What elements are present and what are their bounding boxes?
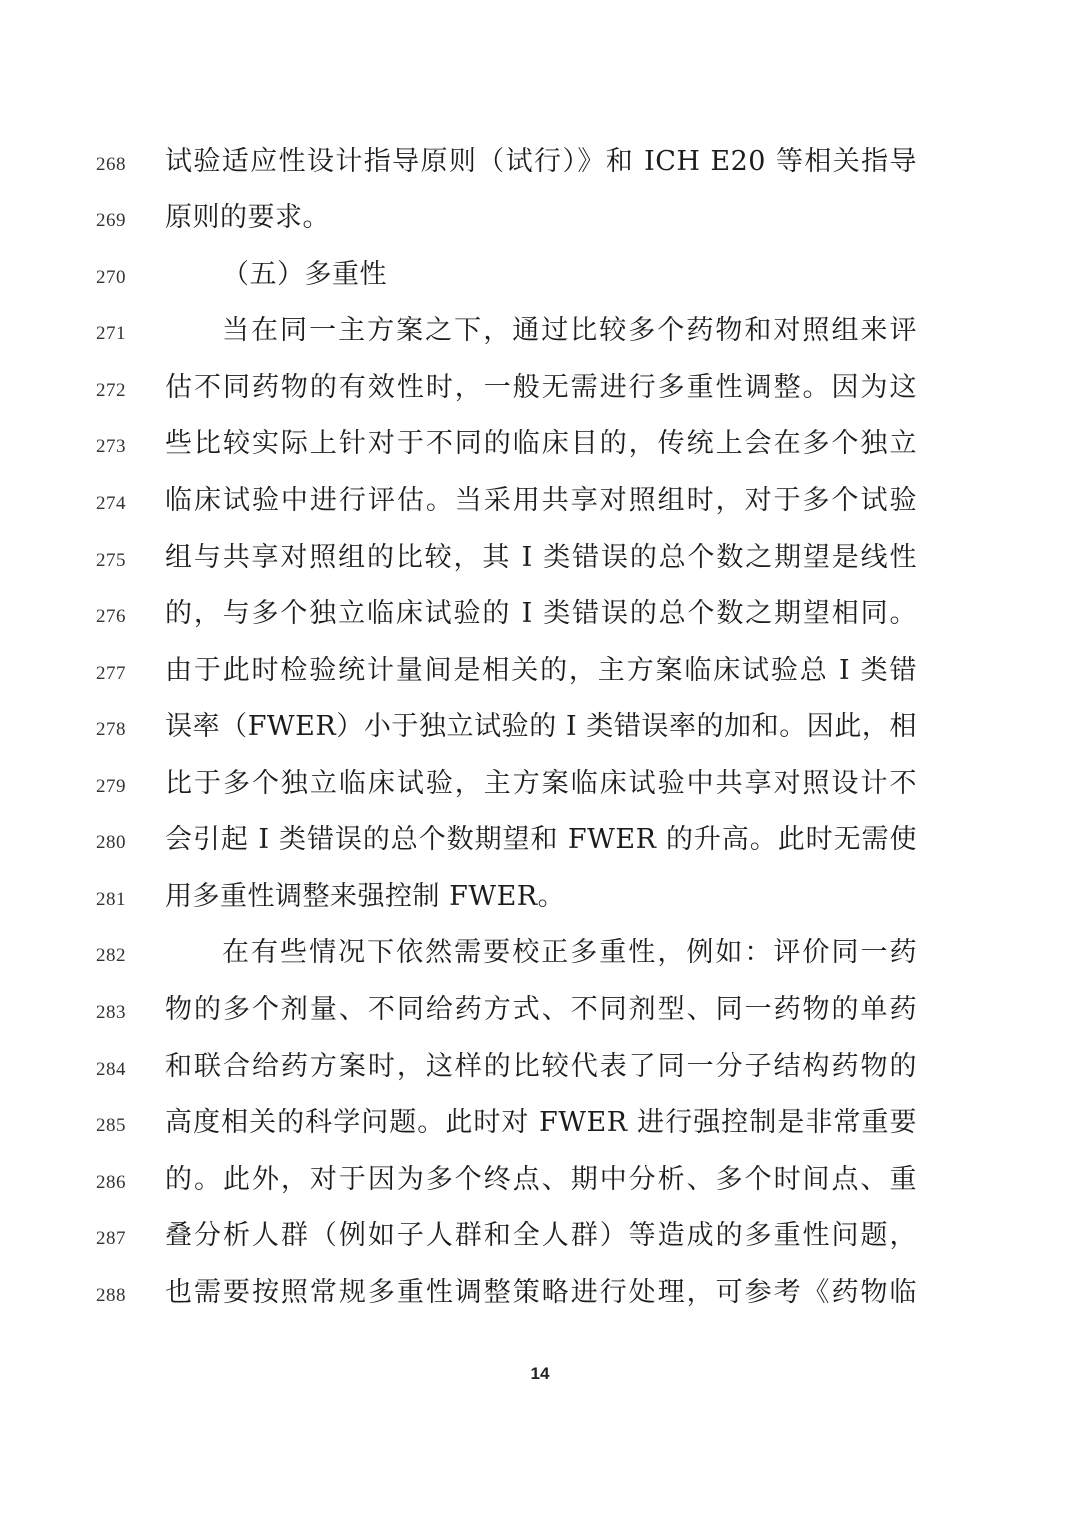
text-line bbox=[0, 1101, 1080, 1157]
line-number: 281 bbox=[96, 889, 126, 910]
line-number: 270 bbox=[96, 267, 126, 288]
line-text: 物的多个剂量、不同给药方式、不同剂型、同一药物的单药 bbox=[165, 994, 917, 1025]
line-number: 283 bbox=[96, 1002, 126, 1023]
line-number: 272 bbox=[96, 380, 126, 401]
text-line bbox=[0, 875, 1080, 931]
text-line bbox=[0, 988, 1080, 1044]
line-number: 282 bbox=[96, 945, 126, 966]
line-text: 和联合给药方案时，这样的比较代表了同一分子结构药物的 bbox=[165, 1051, 917, 1082]
section-heading: （五）多重性 bbox=[222, 259, 387, 290]
line-text: 的。此外，对于因为多个终点、期中分析、多个时间点、重 bbox=[165, 1164, 917, 1195]
line-text: 组与共享对照组的比较，其 I 类错误的总个数之期望是线性 bbox=[165, 542, 917, 573]
line-number: 279 bbox=[96, 776, 126, 797]
line-text: 些比较实际上针对于不同的临床目的，传统上会在多个独立 bbox=[165, 428, 917, 459]
line-text: 试验适应性设计指导原则（试行）》和 ICH E20 等相关指导 bbox=[165, 146, 917, 177]
line-text: 临床试验中进行评估。当采用共享对照组时，对于多个试验 bbox=[165, 485, 917, 516]
text-line bbox=[0, 931, 1080, 987]
line-text: 比于多个独立临床试验，主方案临床试验中共享对照设计不 bbox=[165, 768, 917, 799]
line-number: 284 bbox=[96, 1059, 126, 1080]
line-text: 在有些情况下依然需要校正多重性，例如：评价同一药 bbox=[222, 937, 917, 968]
section-heading-line bbox=[0, 253, 1080, 309]
line-number: 277 bbox=[96, 663, 126, 684]
text-line bbox=[0, 705, 1080, 761]
text-line bbox=[0, 536, 1080, 592]
line-number: 285 bbox=[96, 1115, 126, 1136]
line-number: 268 bbox=[96, 154, 126, 175]
line-number: 287 bbox=[96, 1228, 126, 1249]
text-line bbox=[0, 649, 1080, 705]
line-number: 278 bbox=[96, 719, 126, 740]
line-number: 269 bbox=[96, 210, 126, 231]
line-text: 由于此时检验统计量间是相关的，主方案临床试验总 I 类错 bbox=[165, 655, 917, 686]
line-text: 高度相关的科学问题。此时对 FWER 进行强控制是非常重要 bbox=[165, 1107, 917, 1138]
text-line bbox=[0, 366, 1080, 422]
line-number: 280 bbox=[96, 832, 126, 853]
text-line bbox=[0, 818, 1080, 874]
line-text: 误率（FWER）小于独立试验的 I 类错误率的加和。因此，相 bbox=[165, 711, 917, 742]
line-text: 用多重性调整来强控制 FWER。 bbox=[165, 881, 566, 912]
line-text: 原则的要求。 bbox=[165, 202, 330, 233]
text-line bbox=[0, 140, 1080, 196]
text-line bbox=[0, 592, 1080, 648]
line-number: 271 bbox=[96, 323, 126, 344]
text-line bbox=[0, 479, 1080, 535]
text-line bbox=[0, 309, 1080, 365]
line-text: 的，与多个独立临床试验的 I 类错误的总个数之期望相同。 bbox=[165, 598, 917, 629]
line-text: 会引起 I 类错误的总个数期望和 FWER 的升高。此时无需使 bbox=[165, 824, 917, 855]
line-number: 275 bbox=[96, 550, 126, 571]
text-line bbox=[0, 422, 1080, 478]
text-line bbox=[0, 1158, 1080, 1214]
line-text: 当在同一主方案之下，通过比较多个药物和对照组来评 bbox=[222, 315, 917, 346]
line-text: 估不同药物的有效性时，一般无需进行多重性调整。因为这 bbox=[165, 372, 917, 403]
line-number: 276 bbox=[96, 606, 126, 627]
text-line bbox=[0, 1214, 1080, 1270]
line-number: 286 bbox=[96, 1172, 126, 1193]
line-number: 288 bbox=[96, 1285, 126, 1306]
line-text: 叠分析人群（例如子人群和全人群）等造成的多重性问题， bbox=[165, 1220, 917, 1251]
text-line bbox=[0, 1045, 1080, 1101]
page-number: 14 bbox=[530, 1364, 550, 1383]
text-line bbox=[0, 762, 1080, 818]
line-text: 也需要按照常规多重性调整策略进行处理，可参考《药物临 bbox=[165, 1277, 917, 1308]
line-number: 274 bbox=[96, 493, 126, 514]
line-number: 273 bbox=[96, 436, 126, 457]
text-line bbox=[0, 196, 1080, 252]
text-line bbox=[0, 1271, 1080, 1327]
